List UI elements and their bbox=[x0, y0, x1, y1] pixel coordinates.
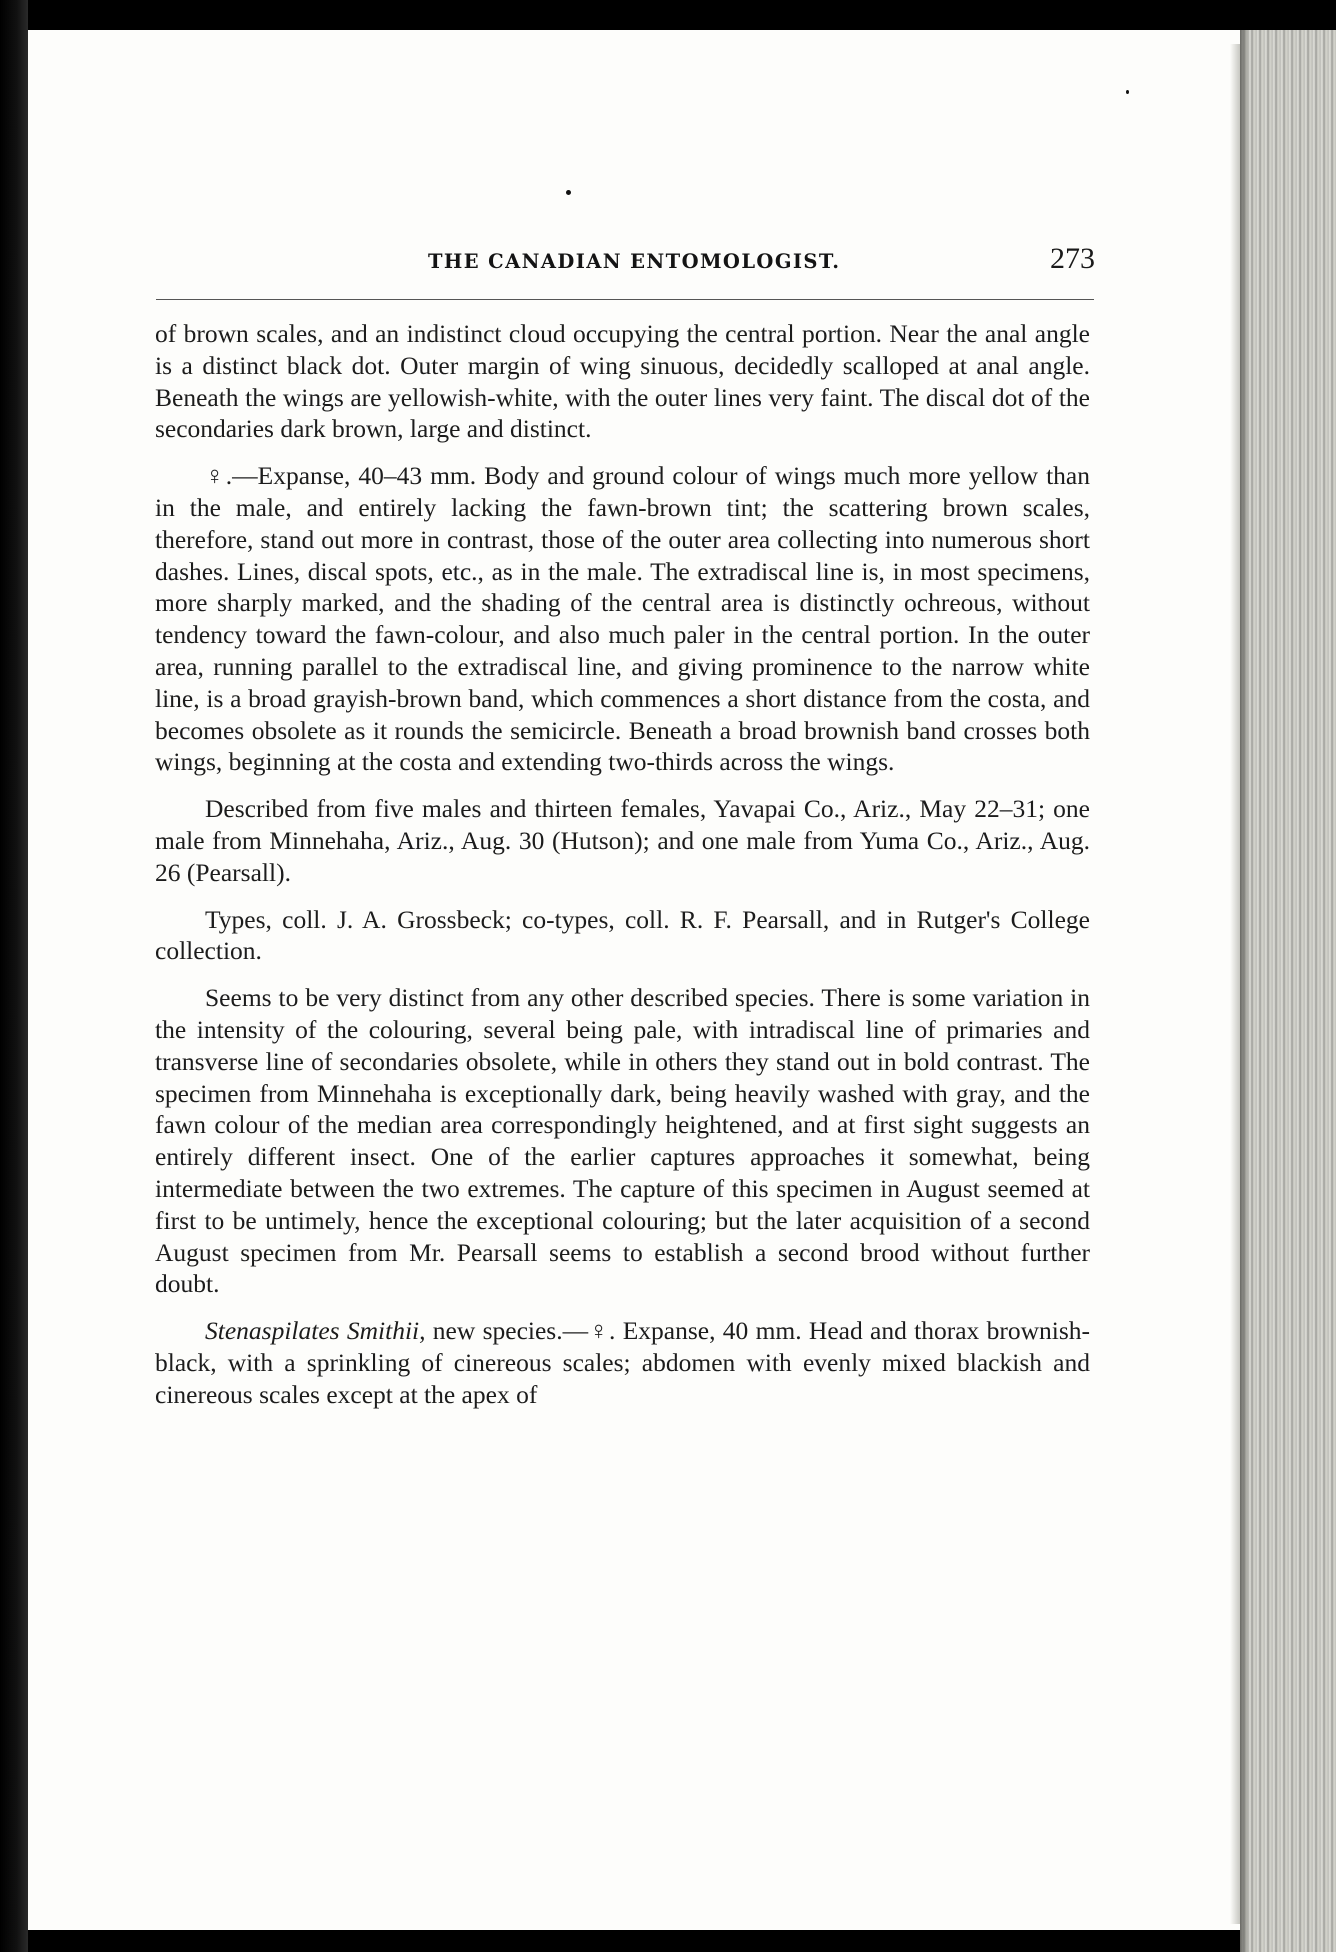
paragraph-female-description: ♀.—Expanse, 40–43 mm. Body and ground colour of wings much more yellow than in the male, and entirely lacking the fawn-brown tint; the scattering brown scales, therefore, stand out more in contrast, those of the outer area collecting into numerous short dashes. Lines, discal spots, etc., as in the male. The extradiscal line is, in most specimens, more sharply marked, and the shading of the central area is distinctly ochreous, without tendency toward the fawn-colour, and also much paler in the central portion. In the outer area, running parallel to the extradiscal line, and giving prominence to the narrow white line, is a broad grayish-brown band, which commences a short distance from the costa, and becomes obsolete as it rounds the semicircle. Beneath a broad brownish band crosses both wings, beginning at the costa and extending two-thirds across the wings. bbox=[155, 461, 1090, 777]
running-head bbox=[150, 244, 1095, 304]
new-species-description: new species.—♀. Expanse, 40 mm. Head and thorax brownish-black, with a sprinkling of cinereous scales; abdomen with evenly mixed blackish and cinereous scales except at the apex of bbox=[155, 1316, 1090, 1409]
paragraph-new-species bbox=[155, 1315, 1090, 1410]
scan-top-edge bbox=[0, 0, 1336, 30]
header-rule bbox=[156, 299, 1094, 300]
dust-speck bbox=[566, 190, 571, 195]
scan-left-edge bbox=[0, 0, 28, 1952]
paragraph-continuation: of brown scales, and an indistinct cloud occupying the central portion. Near the anal angle is a distinct black dot. Outer margin of wing sinuous, decidedly scalloped at anal angle. Beneath the wings are yellowish-white, with the outer lines very faint. The discal dot of the secondaries dark brown, large and distinct. bbox=[155, 319, 1090, 444]
running-title: THE CANADIAN ENTOMOLOGIST. bbox=[428, 250, 841, 273]
species-name: Stenaspilates Smithii, bbox=[205, 1316, 426, 1346]
book-page-edges bbox=[1240, 30, 1336, 1952]
paragraph-described-from: Described from five males and thirteen females, Yavapai Co., Ariz., May 22–31; one male from Minnehaha, Ariz., Aug. 30 (Hutson); and one male from Yuma Co., Ariz., Aug. 26 (Pearsall). bbox=[155, 794, 1090, 887]
paragraph-remarks: Seems to be very distinct from any other described species. There is some variation in the intensity of the colouring, several being pale, with intradiscal line of primaries and transverse line of secondaries obsolete, while in others they stand out in bold contrast. The specimen from Minnehaha is exceptionally dark, being heavily washed with gray, and the fawn colour of the median area correspondingly heightened, and at first sight suggests an entirely different insect. One of the earlier captures approaches it somewhat, being intermediate between the two extremes. The capture of this specimen in August seemed at first to be untimely, hence the exceptional colouring; but the later acquisition of a second August specimen from Mr. Pearsall seems to establish a second brood without further doubt. bbox=[155, 983, 1090, 1299]
dust-speck bbox=[1126, 90, 1129, 94]
page-number: 273 bbox=[1050, 242, 1095, 275]
paragraph-types: Types, coll. J. A. Grossbeck; co-types, coll. R. F. Pearsall, and in Rutger's College collection. bbox=[155, 904, 1090, 966]
body-text bbox=[155, 318, 1090, 1411]
